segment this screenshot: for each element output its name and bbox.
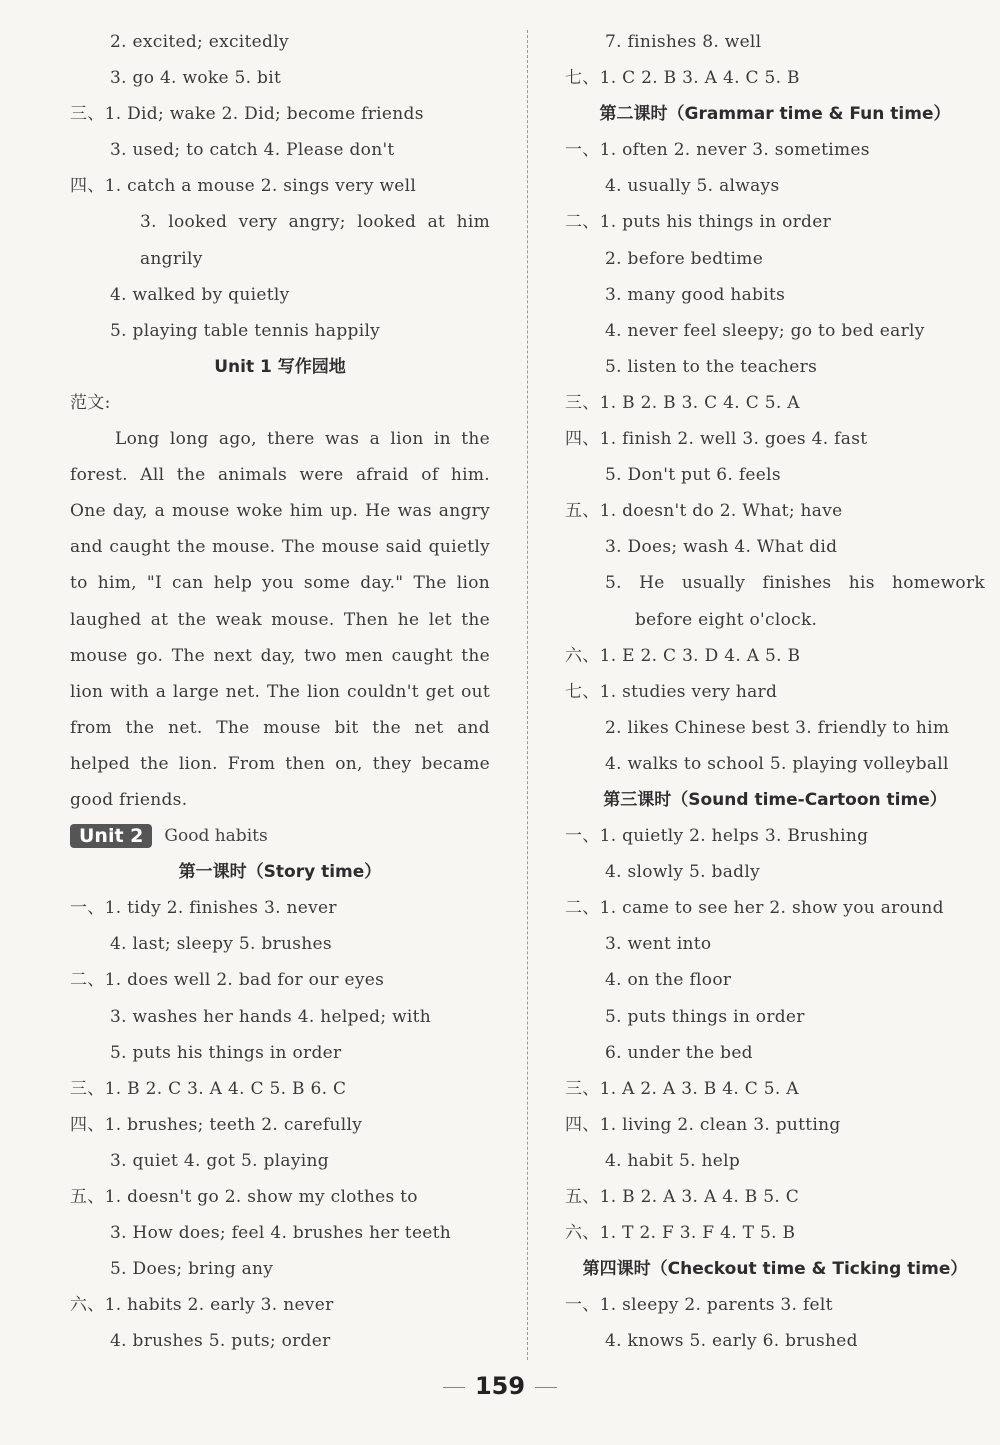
unit-subtitle: Good habits xyxy=(164,826,268,847)
answer-line: forest. All the animals were afraid of him. xyxy=(70,465,490,486)
answer-line: lion with a large net. The lion couldn't get out xyxy=(70,681,490,702)
answer-line: 六、1. E 2. C 3. D 4. A 5. B xyxy=(565,645,801,666)
answer-line: 4. walked by quietly xyxy=(110,284,290,305)
answer-line: 5. puts things in order xyxy=(605,1006,805,1027)
answer-line: 四、1. finish 2. well 3. goes 4. fast xyxy=(565,429,868,450)
answer-line: 5. playing table tennis happily xyxy=(110,320,381,341)
answer-line: 四、1. living 2. clean 3. putting xyxy=(565,1114,841,1135)
answer-line: 4. walks to school 5. playing volleyball xyxy=(605,753,949,774)
answer-line: 4. habit 5. help xyxy=(605,1150,741,1171)
answer-line: 五、1. B 2. A 3. A 4. B 5. C xyxy=(565,1187,800,1207)
answer-line: 范文: xyxy=(70,392,111,413)
answer-line: 2. before bedtime xyxy=(605,248,764,269)
answer-line: 3. go 4. woke 5. bit xyxy=(110,68,282,89)
answer-line: helped the lion. From then on, they became xyxy=(70,753,490,774)
answer-line: One day, a mouse woke him up. He was angry xyxy=(70,501,490,522)
answer-line: to him, "I can help you some day." The lion xyxy=(70,573,490,594)
answer-line: Long long ago, there was a lion in the xyxy=(115,429,490,450)
answer-line: 7. finishes 8. well xyxy=(605,32,762,52)
answer-line: 5. He usually finishes his homework xyxy=(605,573,985,594)
answer-line: 4. brushes 5. puts; order xyxy=(110,1331,331,1352)
answer-line: 三、1. B 2. C 3. A 4. C 5. B 6. C xyxy=(70,1078,347,1099)
unit-banner xyxy=(70,818,490,854)
answer-line: 4. usually 5. always xyxy=(605,176,780,197)
answer-line: 4. knows 5. early 6. brushed xyxy=(605,1331,858,1352)
answer-line: 2. likes Chinese best 3. friendly to him xyxy=(605,717,950,738)
section-heading: 第二课时（Grammar time & Fun time） xyxy=(599,104,951,125)
answer-line: 4. on the floor xyxy=(605,970,732,991)
answer-line: 5. puts his things in order xyxy=(110,1042,342,1063)
answer-line: 3. looked very angry; looked at him xyxy=(140,212,490,233)
answer-line: 三、1. B 2. B 3. C 4. C 5. A xyxy=(565,392,800,413)
section-heading: 第三课时（Sound time-Cartoon time） xyxy=(603,789,947,810)
answer-line: laughed at the weak mouse. Then he let the xyxy=(70,609,490,630)
answer-line: mouse go. The next day, two men caught the xyxy=(70,645,490,666)
answer-line: 2. excited; excitedly xyxy=(110,32,289,52)
section-heading: 第一课时（Story time） xyxy=(178,862,382,883)
answer-line: 3. washes her hands 4. helped; with xyxy=(110,1006,432,1027)
answer-line: 三、1. Did; wake 2. Did; become friends xyxy=(70,104,424,125)
answer-line: good friends. xyxy=(70,789,188,810)
answer-line: 五、1. doesn't do 2. What; have xyxy=(565,501,843,522)
answer-line: 3. used; to catch 4. Please don't xyxy=(110,140,395,161)
answer-line: 二、1. does well 2. bad for our eyes xyxy=(70,970,385,991)
answer-line: 四、1. catch a mouse 2. sings very well xyxy=(70,176,417,197)
answer-line: 5. listen to the teachers xyxy=(605,356,818,377)
answer-line: 5. Does; bring any xyxy=(110,1259,274,1280)
section-heading: Unit 1 写作园地 xyxy=(214,356,346,377)
answer-line: 二、1. puts his things in order xyxy=(565,212,832,233)
answer-line: 6. under the bed xyxy=(605,1042,753,1063)
answer-line: 4. slowly 5. badly xyxy=(605,862,760,883)
answer-line: 3. Does; wash 4. What did xyxy=(605,537,838,558)
answer-line: 六、1. T 2. F 3. F 4. T 5. B xyxy=(565,1223,796,1244)
right-column xyxy=(565,24,985,1359)
section-heading: 第四课时（Checkout time & Ticking time） xyxy=(582,1259,968,1280)
answer-line: 4. last; sleepy 5. brushes xyxy=(110,934,332,955)
answer-line: 二、1. came to see her 2. show you around xyxy=(565,898,944,919)
left-column xyxy=(70,24,490,1359)
unit-badge: Unit 2 xyxy=(70,824,152,848)
answer-line: 四、1. brushes; teeth 2. carefully xyxy=(70,1114,363,1135)
answer-line: from the net. The mouse bit the net and xyxy=(70,717,490,738)
answer-line: 3. How does; feel 4. brushes her teeth xyxy=(110,1223,452,1244)
answer-line: 一、1. quietly 2. helps 3. Brushing xyxy=(565,826,869,847)
answer-line: 三、1. A 2. A 3. B 4. C 5. A xyxy=(565,1078,799,1099)
page-number: 159 xyxy=(0,1372,1000,1400)
answer-line: 五、1. doesn't go 2. show my clothes to xyxy=(70,1187,418,1207)
answer-line: 5. Don't put 6. feels xyxy=(605,465,781,486)
answer-line: 4. never feel sleepy; go to bed early xyxy=(605,320,925,341)
column-divider xyxy=(527,30,528,1360)
answer-line: 七、1. studies very hard xyxy=(565,681,778,702)
answer-line: 3. quiet 4. got 5. playing xyxy=(110,1150,329,1171)
answer-line: 一、1. tidy 2. finishes 3. never xyxy=(70,898,337,919)
answer-line: 七、1. C 2. B 3. A 4. C 5. B xyxy=(565,68,800,89)
answer-line: 3. went into xyxy=(605,934,712,955)
answer-line: 3. many good habits xyxy=(605,284,786,305)
answer-line: before eight o'clock. xyxy=(635,609,818,630)
answer-line: angrily xyxy=(140,248,203,269)
answer-line: 一、1. often 2. never 3. sometimes xyxy=(565,140,870,161)
answer-line: and caught the mouse. The mouse said quietly xyxy=(70,537,490,558)
answer-line: 六、1. habits 2. early 3. never xyxy=(70,1295,334,1316)
answer-line: 一、1. sleepy 2. parents 3. felt xyxy=(565,1295,833,1316)
